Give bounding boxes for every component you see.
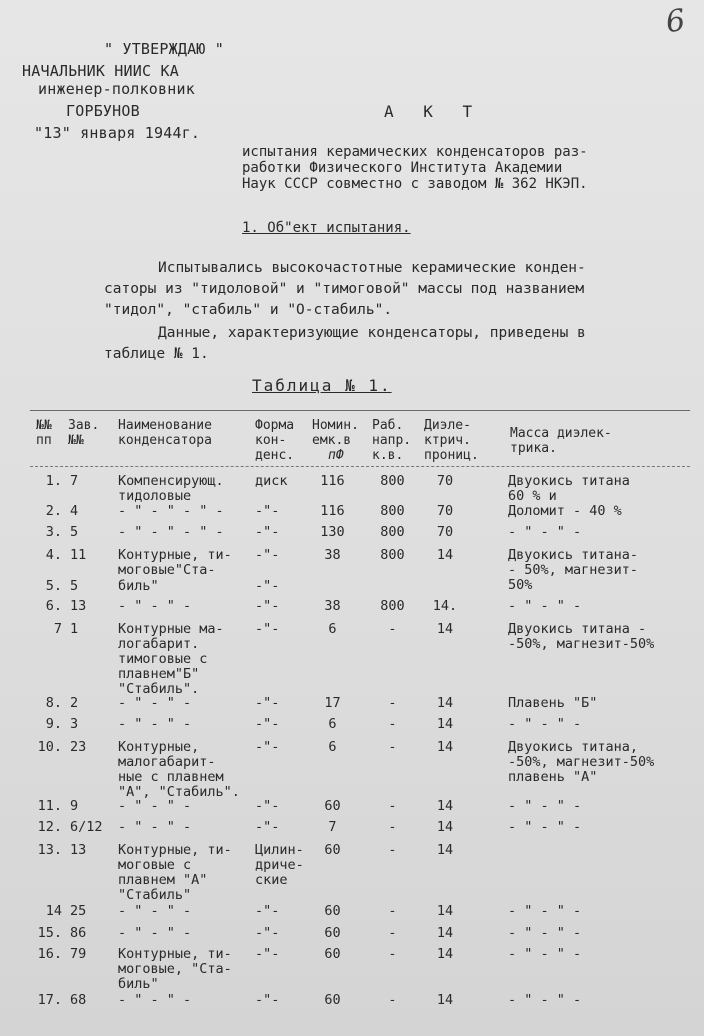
cell-line: Контурные, ти- [118,842,232,858]
cell-volt: 800 [380,503,405,519]
cell-form [255,622,279,637]
cell-line: ские [255,872,288,888]
cell-form [255,599,279,614]
cell-line: Контурные ма- [118,621,224,637]
header-name: Наименование конденсатора [118,418,212,448]
cell-diel: 14. [432,598,458,614]
paragraph-line: саторы из "тидоловой" и "тимоговой" массы под названием [104,281,585,297]
cell-nom: 38 [324,598,341,614]
cell-name [118,926,191,941]
cell-num: 5. [45,578,62,594]
cell-diel: 14 [436,903,454,919]
cell-mass [508,947,581,962]
cell-line: "А", "Стабиль". [118,784,240,800]
cell-nom: 130 [320,524,345,540]
cell-zav: 25 [70,903,87,919]
cell-diel: 14 [436,547,454,563]
section-heading: 1. Об"ект испытания. [242,220,411,236]
cell-nom: 60 [324,992,341,1008]
cell-name [118,820,191,835]
cell-line: - " - " - [508,798,582,814]
cell-line: - 50%, магнезит- [508,562,639,578]
cell-form [255,579,279,594]
cell-volt: - [388,716,397,732]
cell-name [118,717,191,732]
cell-diel: 14 [436,842,454,858]
cell-nom: 60 [324,903,341,919]
cell-form [255,820,279,835]
cell-line: - " - " - [508,598,582,614]
cell-volt: - [388,842,397,858]
cell-diel: 70 [436,503,454,519]
header-dielectric-mass: Масса диэлек- трика. [510,426,612,456]
cell-diel: 14 [436,798,454,814]
cell-mass [508,993,581,1008]
cell-num: 13. [37,842,62,858]
cell-nom: 60 [324,946,341,962]
cell-zav: 1 [70,621,79,637]
cell-line: "Стабиль" [118,887,192,903]
cell-line: -50%, магнезит-50% [508,636,655,652]
cell-mass [508,696,597,711]
cell-nom: 60 [324,842,341,858]
cell-num: 1. [45,473,62,489]
approval-line-3: инженер-полковник [38,80,195,98]
paragraph-line: Данные, характеризующие конденсаторы, приведены в [158,325,586,341]
cell-num: 15. [37,925,62,941]
cell-line: -"- [255,695,280,711]
cell-diel: 70 [436,473,454,489]
cell-num: 12. [37,819,62,835]
cell-form [255,993,279,1008]
cell-line: Двуокись титана- [508,547,639,563]
cell-name [118,548,232,578]
approval-line-5: "13" января 1944г. [34,124,201,142]
cell-line: Двуокись титана - [508,621,647,637]
cell-line: -"- [255,798,280,814]
cell-mass [508,474,630,504]
cell-form [255,947,279,962]
cell-line: -"- [255,925,280,941]
cell-zav: 2 [70,695,79,711]
cell-line: - " - " - [118,695,192,711]
cell-line: Плавень "Б" [508,695,598,711]
cell-line: диск [255,473,288,489]
cell-mass [508,904,581,919]
cell-zav: 3 [70,716,79,732]
cell-nom: 116 [320,503,345,519]
header-factory-number: Зав. №№ [68,418,100,448]
cell-line: -50%, магнезит-50% [508,754,655,770]
cell-line: -"- [255,578,280,594]
cell-zav: 4 [70,503,79,519]
table-rule-top [30,410,690,411]
cell-zav: 23 [70,739,87,755]
cell-line: плавнем "А" [118,872,208,888]
cell-zav: 5 [70,578,79,594]
cell-name [118,579,159,594]
cell-diel: 14 [436,695,454,711]
cell-line: "Стабиль". [118,681,200,697]
cell-num: 14 [45,903,62,919]
cell-zav: 9 [70,798,79,814]
subject-line: Наук СССР совместно с заводом № 362 НКЭП. [242,176,588,192]
paragraph-line: "тидол", "стабиль" и "О-стабиль". [104,302,393,318]
cell-line: -"- [255,547,280,563]
cell-num: 16. [37,946,62,962]
cell-form [255,799,279,814]
cell-volt: - [388,946,397,962]
cell-form [255,548,279,563]
cell-name [118,474,224,504]
header-nominal-capacity: Номин. емк.в пФ [312,418,359,463]
cell-line: -"- [255,739,280,755]
cell-zav: 68 [70,992,87,1008]
cell-zav: 13 [70,598,87,614]
approval-line-1: " УТВЕРЖДАЮ " [104,40,224,58]
cell-line: -"- [255,903,280,919]
cell-line: - " - " - [508,716,582,732]
cell-zav: 6/12 [70,819,103,835]
cell-line: -"- [255,946,280,962]
cell-form [255,525,279,540]
cell-line: плавнем"Б" [118,666,200,682]
cell-line: Двуокись титана [508,473,630,489]
cell-mass [508,820,581,835]
cell-diel: 14 [436,946,454,962]
cell-name [118,947,232,992]
cell-line: - " - " - [508,925,582,941]
cell-line: -"- [255,524,280,540]
cell-line: биль" [118,976,159,992]
cell-mass [508,622,654,652]
cell-line: - " - " - [118,716,192,732]
cell-line: дриче- [255,857,304,873]
cell-form [255,696,279,711]
cell-num: 4. [45,547,62,563]
cell-nom: 38 [324,547,341,563]
cell-line: - " - " - " - [118,503,224,519]
cell-line: - " - " - [508,992,582,1008]
cell-line: логабарит. [118,636,200,652]
cell-volt: - [388,992,397,1008]
header-working-voltage: Раб. напр. к.в. [372,418,412,463]
cell-nom: 17 [324,695,341,711]
cell-nom: 60 [324,798,341,814]
header-num: №№ пп [36,418,52,448]
cell-zav: 86 [70,925,87,941]
cell-num: 9. [45,716,62,732]
cell-line: Компенсирующ. [118,473,224,489]
header-dielectric-permittivity: Диэле- ктрич. прониц. [424,418,479,463]
cell-nom: 7 [328,819,337,835]
cell-line: Контурные, ти- [118,946,232,962]
cell-volt: 800 [380,524,405,540]
paragraph-line: таблице № 1. [104,346,209,362]
cell-name [118,622,224,697]
cell-form [255,926,279,941]
cell-num: 3. [45,524,62,540]
page-number-handwritten: 6 [663,2,688,41]
cell-mass [508,599,581,614]
cell-line: - " - " - [118,992,192,1008]
cell-line: - " - " - [508,946,582,962]
cell-form [255,904,279,919]
cell-nom: 6 [328,621,337,637]
cell-line: Доломит - 40 % [508,503,622,519]
cell-nom: 116 [320,473,345,489]
cell-volt: - [388,798,397,814]
cell-zav: 7 [70,473,79,489]
cell-volt: 800 [380,598,405,614]
cell-zav: 13 [70,842,87,858]
cell-line: -"- [255,716,280,732]
cell-line: - " - " - [118,925,192,941]
document-title: А К Т [384,102,483,121]
cell-line: плавень "А" [508,769,598,785]
cell-line: 50% [508,577,533,593]
cell-diel: 14 [436,992,454,1008]
cell-line: Цилин- [255,842,304,858]
cell-line: Контурные, ти- [118,547,232,563]
cell-volt: 800 [380,473,405,489]
cell-diel: 70 [436,524,454,540]
cell-mass [508,926,581,941]
cell-line: тимоговые с [118,651,208,667]
table-title: Таблица № 1. [252,376,392,395]
cell-mass [508,525,581,540]
cell-line: -"- [255,503,280,519]
cell-line: -"- [255,992,280,1008]
approval-line-2: НАЧАЛЬНИК НИИС КА [22,62,179,80]
cell-num: 17. [37,992,62,1008]
cell-num: 8. [45,695,62,711]
cell-line: -"- [255,598,280,614]
cell-volt: - [388,621,397,637]
cell-volt: - [388,739,397,755]
cell-name [118,843,232,903]
cell-num: 10. [37,739,62,755]
cell-zav: 79 [70,946,87,962]
cell-form [255,740,279,755]
cell-line: Контурные, [118,739,200,755]
cell-num: 2. [45,503,62,519]
cell-form [255,504,279,519]
approval-line-4: ГОРБУНОВ [66,102,140,120]
cell-line: - " - " - [508,819,582,835]
cell-line: моговые"Ста- [118,562,216,578]
cell-diel: 14 [436,621,454,637]
cell-volt: - [388,819,397,835]
header-form: Форма кон- денс. [255,418,295,463]
cell-nom: 6 [328,739,337,755]
cell-num: 6. [45,598,62,614]
subject-line: испытания керамических конденсаторов раз- [242,144,588,160]
cell-form [255,717,279,732]
cell-diel: 14 [436,716,454,732]
cell-diel: 14 [436,925,454,941]
cell-form [255,843,304,888]
cell-name [118,599,191,614]
cell-volt: - [388,903,397,919]
cell-line: - " - " - [118,903,192,919]
cell-name [118,740,240,800]
cell-name [118,504,224,519]
cell-line: малогабарит- [118,754,216,770]
cell-num: 7 [53,621,62,637]
cell-line: - " - " - [118,598,192,614]
cell-volt: 800 [380,547,405,563]
cell-volt: - [388,925,397,941]
cell-name [118,799,191,814]
paragraph-line: Испытывались высокочастотные керамические конден- [158,260,586,276]
cell-line: - " - " - [508,524,582,540]
cell-zav: 11 [70,547,87,563]
cell-line: 60 % и [508,488,557,504]
cell-line: -"- [255,819,280,835]
cell-mass [508,548,638,593]
cell-name [118,696,191,711]
cell-name [118,525,224,540]
cell-line: - " - " - [508,903,582,919]
cell-diel: 14 [436,739,454,755]
cell-line: моговые, "Ста- [118,961,232,977]
cell-mass [508,717,581,732]
cell-zav: 5 [70,524,79,540]
cell-line: моговые с [118,857,192,873]
cell-name [118,904,191,919]
cell-nom: 6 [328,716,337,732]
cell-line: ные с плавнем [118,769,224,785]
cell-num: 11. [37,798,62,814]
cell-line: -"- [255,621,280,637]
cell-line: тидоловые [118,488,192,504]
cell-line: - " - " - [118,819,192,835]
cell-diel: 14 [436,819,454,835]
cell-line: биль" [118,578,159,594]
cell-mass [508,504,622,519]
cell-form [255,474,288,489]
cell-line: - " - " - [118,798,192,814]
cell-name [118,993,191,1008]
cell-volt: - [388,695,397,711]
cell-nom: 60 [324,925,341,941]
cell-line: - " - " - " - [118,524,224,540]
cell-mass [508,740,654,785]
subject-line: работки Физического Института Академии [242,160,563,176]
cell-line: Двуокись титана, [508,739,639,755]
table-rule-header [30,466,690,467]
cell-mass [508,799,581,814]
